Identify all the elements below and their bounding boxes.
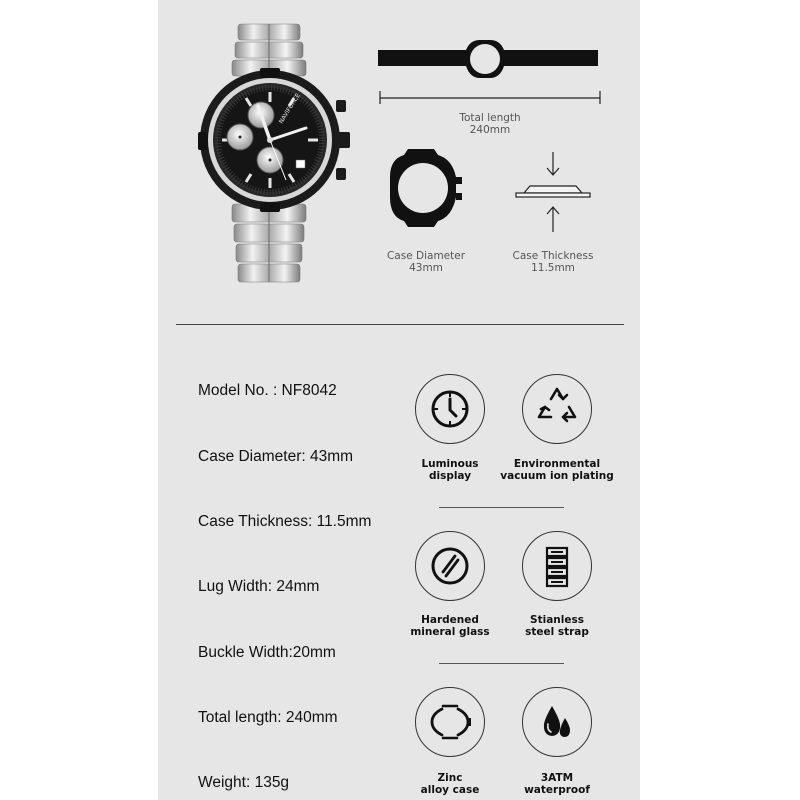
clock-icon — [416, 375, 484, 443]
feature-strap-line1: Stianless — [530, 614, 584, 626]
case-icon — [416, 688, 484, 756]
feature-case-label — [390, 772, 510, 796]
feature-case-line1: Zinc — [437, 772, 463, 784]
feature-waterproof-line1: 3ATM — [540, 772, 574, 784]
watch-brand-text: NAVIFORCE — [277, 92, 302, 126]
case-diameter-diagram — [390, 147, 464, 229]
feature-luminous-label — [390, 458, 510, 482]
spec-lug-width: Lug Width: 24mm — [198, 578, 320, 595]
section-divider — [176, 324, 624, 325]
total-length-caption — [430, 112, 550, 136]
feature-ion-plating-line1: Environmental — [513, 458, 601, 470]
feature-glass-line1: Hardened — [421, 614, 479, 626]
feature-case-badge — [415, 687, 485, 757]
lower-bracelet — [232, 204, 306, 282]
feature-glass-line2: mineral glass — [410, 626, 490, 638]
strap-icon — [523, 532, 591, 600]
watch-case — [198, 68, 350, 212]
total-length-value: 240mm — [469, 124, 511, 136]
total-length-label: Total length — [459, 112, 521, 124]
product-spec-page — [158, 0, 640, 800]
spec-model-no: Model No. : NF8042 — [198, 382, 337, 399]
feature-waterproof-badge — [522, 687, 592, 757]
strap-length-diagram — [378, 36, 608, 106]
feature-luminous-line2: display — [428, 470, 472, 482]
case-thickness-caption — [493, 250, 613, 274]
feature-strap-badge — [522, 531, 592, 601]
case-diameter-value: 43mm — [409, 262, 443, 274]
case-thickness-label: Case Thickness — [512, 250, 594, 262]
case-diameter-caption — [366, 250, 486, 274]
feature-luminous-badge — [415, 374, 485, 444]
feature-ion-plating-label — [497, 458, 617, 482]
spec-weight: Weight: 135g — [198, 774, 290, 791]
watch-product-image — [198, 20, 358, 290]
recycle-icon — [523, 375, 591, 443]
feature-row-separator — [439, 507, 564, 508]
feature-luminous-line1: Luminous — [421, 458, 479, 470]
feature-ion-plating-line2: vacuum ion plating — [500, 470, 614, 482]
case-diameter-label: Case Diameter — [386, 250, 466, 262]
case-thickness-value: 11.5mm — [531, 262, 575, 274]
glass-icon — [416, 532, 484, 600]
water-drop-icon — [523, 688, 591, 756]
case-thickness-diagram — [510, 150, 596, 236]
feature-row-separator — [439, 663, 564, 664]
spec-total-length: Total length: 240mm — [198, 709, 338, 726]
feature-glass-badge — [415, 531, 485, 601]
spec-buckle-width: Buckle Width:20mm — [198, 644, 336, 661]
feature-glass-label — [390, 614, 510, 638]
feature-waterproof-line2: waterproof — [524, 784, 590, 796]
feature-strap-label — [497, 614, 617, 638]
feature-case-line2: alloy case — [420, 784, 480, 796]
feature-ion-plating-badge — [522, 374, 592, 444]
feature-strap-line2: steel strap — [525, 626, 589, 638]
spec-case-thickness: Case Thickness: 11.5mm — [198, 513, 372, 530]
feature-waterproof-label — [497, 772, 617, 796]
spec-case-diameter: Case Diameter: 43mm — [198, 448, 354, 465]
